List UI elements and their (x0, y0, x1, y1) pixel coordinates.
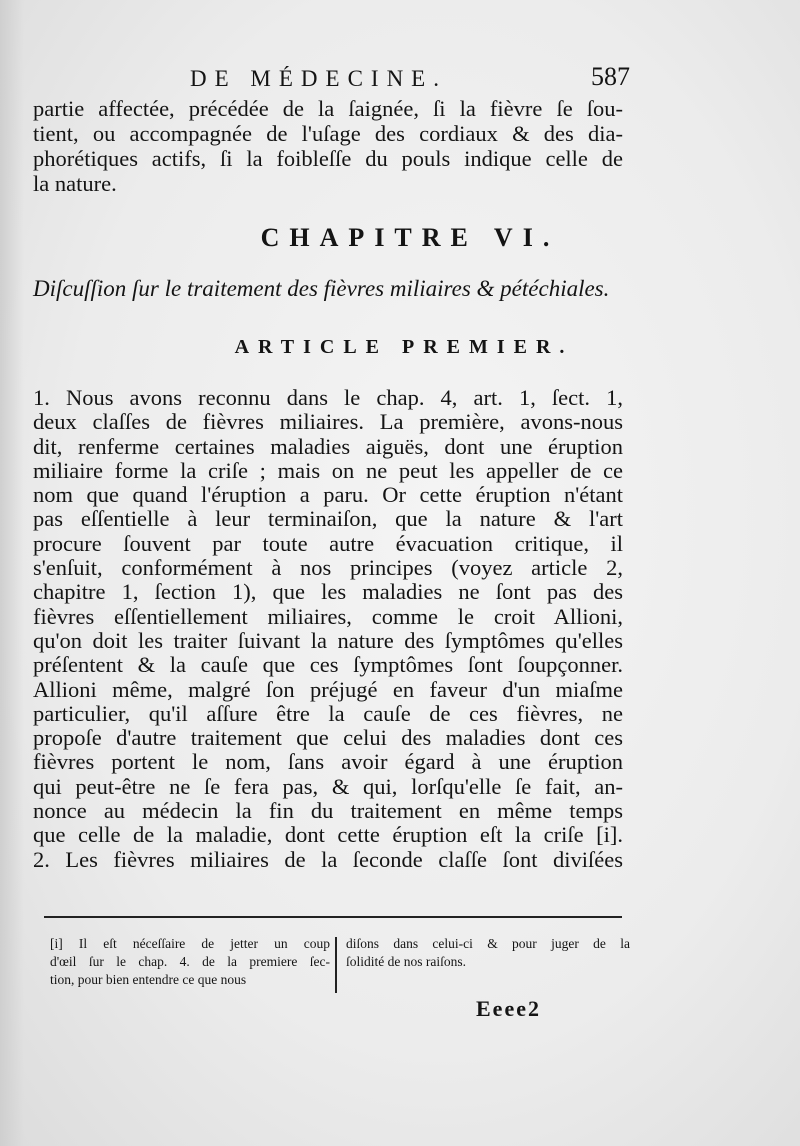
footnote-line: ſolidité de nos raiſons. (346, 954, 466, 969)
text-line: pas eſſentielle à leur terminaiſon, que la nature & l'art (33, 506, 623, 532)
footnote-line: tion, pour bien entendre ce que nous (50, 972, 247, 987)
text-line: nonce au médecin la fin du traitement en même temps (33, 798, 623, 824)
text-line: la nature. (33, 171, 117, 196)
footnote-right-column (346, 935, 630, 971)
text-line: propoſe d'autre traitement que celui des maladies dont ces (33, 725, 623, 751)
text-line: phorétiques actifs, ſi la foibleſſe du pouls indique celle de (33, 146, 623, 171)
footnote-left-column (50, 935, 330, 989)
text-line: qu'on doit les traiter ſuivant la nature des ſymptômes qu'elles (33, 627, 623, 653)
signature-mark: Eeee2 (476, 996, 541, 1021)
footnote-line: [i] Il eſt néceſſaire de jetter un coup (50, 936, 330, 951)
footnote-rule (44, 916, 622, 918)
text-line: nom que quand l'éruption a paru. Or cette éruption n'étant (33, 482, 623, 508)
text-line: partie affectée, précédée de la ſaignée, ſi la fièvre ſe ſou- (33, 96, 623, 121)
page-number: 587 (591, 62, 630, 91)
text-line: dit, renferme certaines maladies aiguës, dont une éruption (33, 433, 623, 459)
text-line: s'enſuit, conformément à nos principes (voyez article 2, (33, 555, 623, 581)
text-line: qui peut-être ne ſe fera pas, & qui, lorſqu'elle ſe fait, an- (33, 773, 623, 799)
text-line: miliaire forme la criſe ; mais on ne peut les appeller de ce (33, 457, 623, 483)
page-edge-shadow (0, 0, 24, 1146)
chapter-subtitle: Diſcuſſion ſur le traitement des fièvres miliaires & pétéchiales. (33, 276, 610, 301)
text-line: deux claſſes de fièvres miliaires. La première, avons-nous (33, 409, 623, 435)
running-head (190, 62, 630, 96)
running-head-title: DE MÉDECINE. (190, 66, 447, 91)
text-line: que celle de la maladie, dont cette éruption eſt la criſe [i]. (33, 822, 623, 848)
text-line: particulier, qu'il aſſure être la cauſe de ces fièvres, ne (33, 700, 623, 726)
text-line: chapitre 1, ſection 1), que les maladies ne ſont pas des (33, 579, 623, 605)
top-paragraph (33, 96, 623, 196)
text-line: fièvres eſſentiellement miliaires, comme le croit Allioni, (33, 603, 623, 629)
text-line: 1. Nous avons reconnu dans le chap. 4, art. 1, ſect. 1, (33, 385, 623, 410)
footnote-column-divider (335, 937, 337, 993)
chapter-title: CHAPITRE VI. (260, 223, 560, 252)
text-line: préſentent & la cauſe que ces ſymptômes ſont ſoupçonner. (33, 652, 623, 678)
text-line: Allioni même, malgré ſon préjugé en faveur d'un miaſme (33, 676, 623, 702)
text-line: 2. Les fièvres miliaires de la ſeconde claſſe ſont diviſées (33, 846, 623, 872)
footnotes (50, 935, 630, 995)
article-heading: ARTICLE PREMIER. (234, 336, 574, 358)
text-line: procure ſouvent par toute autre évacuation critique, il (33, 530, 623, 556)
text-line: fièvres portent le nom, ſans avoir égard à une éruption (33, 749, 623, 775)
body-text (33, 386, 623, 872)
footnote-line: diſons dans celui-ci & pour juger de la (346, 936, 630, 951)
text-line: tient, ou accompagnée de l'uſage des cordiaux & des dia- (33, 121, 623, 146)
footnote-line: d'œil ſur le chap. 4. de la premiere ſec- (50, 954, 330, 969)
